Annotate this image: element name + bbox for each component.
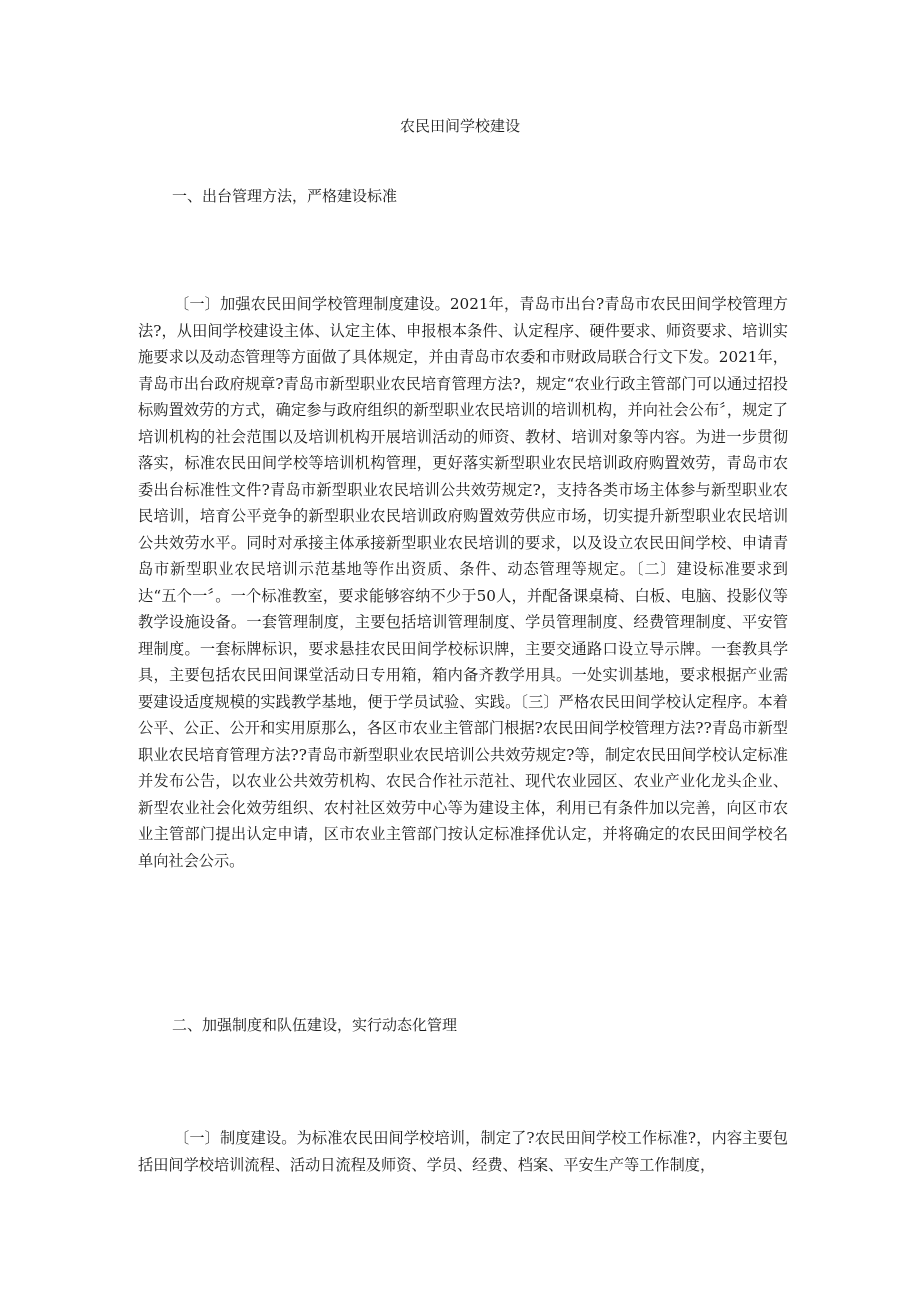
section-paragraph-1: 〔一〕加强农民田间学校管理制度建设。2021年，青岛市出台?青岛市农民田间学校管理方法?，从田间学校建设主体、认定主体、申报根本条件、认定程序、硬件要求、师资要求、培训实施要求以及动态管理等方面做了具体规定，并由青岛市农委和市财政局联合行文下发。2021年，青岛市出台政府规章?青岛市新型职业农民培育管理方法?，规定“农业行政主管部门可以通过招投标购置效劳的方式，确定参与政府组织的新型职业农民培训的培训机构，并向社会公布〞，规定了培训机构的社会范围以及培训机构开展培训活动的师资、教材、培训对象等内容。为进一步贯彻落实，标准农民田间学校等培训机构管理，更好落实新型职业农民培训政府购置效劳，青岛市农委出台标准性文件?青岛市新型职业农民培训公共效劳规定?，支持各类市场主体参与新型职业农民培训，培育公平竞争的新型职业农民培训政府购置效劳供应市场，切实提升新型职业农民培训公共效劳水平。同时对承接主体承接新型职业农民培训的要求，以及设立农民田间学校、申请青岛市新型职业农民培训示范基地等作出资质、条件、动态管理等规定。〔二〕建设标准要求到达“五个一〞。一个标准教室，要求能够容纳不少于50人，并配备课桌椅、白板、电脑、投影仪等教学设施设备。一套管理制度，主要包括培训管理制度、学员管理制度、经费管理制度、平安管理制度。一套标牌标识，要求悬挂农民田间学校标识牌，主要交通路口设立导示牌。一套教具学具，主要包括农民田间课堂活动日专用箱，箱内备齐教学用具。一处实训基地，要求根据产业需要建设适度规模的实践教学基地，便于学员试验、实践。〔三〕严格农民田间学校认定程序。本着公平、公正、公开和实用原那么，各区市农业主管部门根据?农民田间学校管理方法??青岛市新型职业农民培育管理方法??青岛市新型职业农民培训公共效劳规定?等，制定农民田间学校认定标准并发布公告，以农业公共效劳机构、农民合作社示范社、现代农业园区、农业产业化龙头企业、新型农业社会化效劳组织、农村社区效劳中心等为建设主体，利用已有条件加以完善，向区市农业主管部门提出认定申请，区市农业主管部门按认定标准择优认定，并将确定的农民田间学校名单向社会公示。 <box>138 295 788 870</box>
section-paragraph-2: 〔一〕制度建设。为标准农民田间学校培训，制定了?农民田间学校工作标准?，内容主要包括田间学校培训流程、活动日流程及师资、学员、经费、档案、平安生产等工作制度， <box>138 1129 788 1174</box>
section-heading-1: 一、出台管理方法，严格建设标准 <box>172 187 398 205</box>
section-heading-2: 二、加强制度和队伍建设，实行动态化管理 <box>172 1016 458 1034</box>
document-title: 农民田间学校建设 <box>399 117 520 135</box>
